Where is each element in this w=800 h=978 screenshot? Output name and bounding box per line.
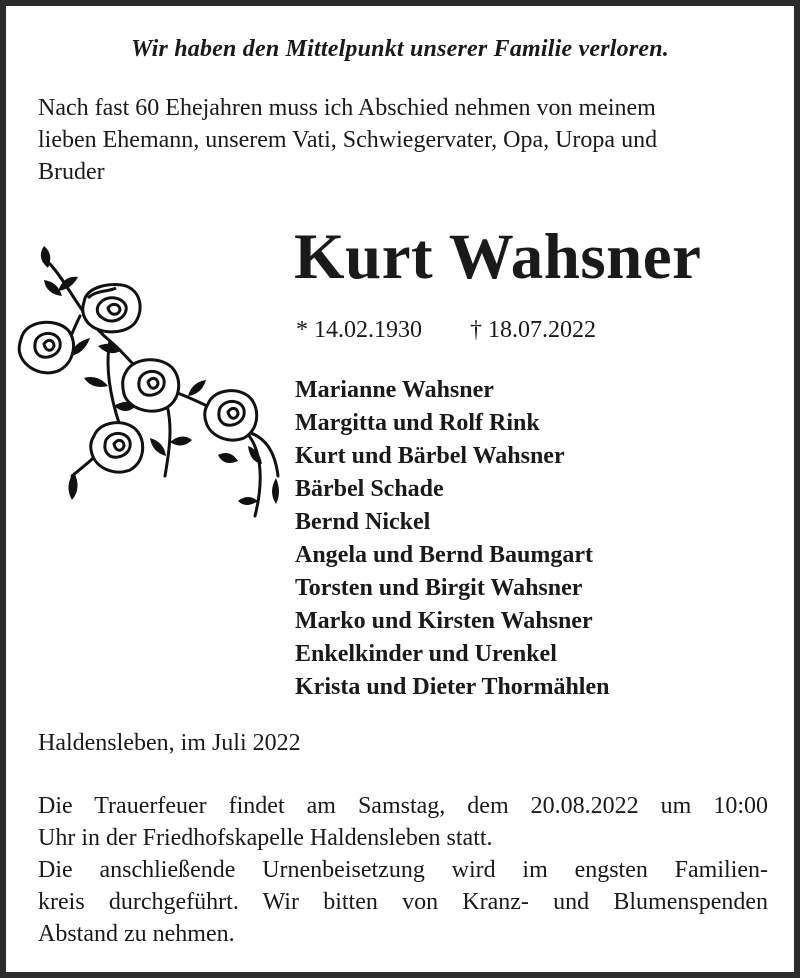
details-line: kreis durchgeführt. Wir bitten von Kranz- und Blumenspenden: [38, 889, 768, 915]
mourner-name: Torsten und Birgit Wahsner: [295, 575, 583, 601]
death-date: † 18.07.2022: [470, 317, 596, 343]
headline: Wir haben den Mittelpunkt unserer Familie verloren.: [130, 36, 670, 62]
mourners-list: [295, 374, 609, 704]
intro-line: Bruder: [38, 159, 105, 185]
intro-line: Nach fast 60 Ehejahren muss ich Abschied nehmen von meinem: [38, 95, 656, 121]
rose-branch-illustration: [10, 246, 288, 536]
details-line: Die Trauerfeuer findet am Samstag, dem 20.08.2022 um 10:00: [38, 793, 768, 819]
details-line: Die anschließende Urnenbeisetzung wird im engsten Familien-: [38, 857, 768, 883]
mourner-name: Angela und Bernd Baumgart: [295, 542, 594, 568]
deceased-name: Kurt Wahsner: [294, 221, 702, 293]
mourner-name: Krista und Dieter Thormählen: [295, 674, 610, 700]
mourner-name: Marko und Kirsten Wahsner: [295, 608, 593, 634]
mourner-name: Bärbel Schade: [295, 476, 444, 502]
place-and-date: Haldensleben, im Juli 2022: [38, 730, 301, 756]
life-dates: [296, 317, 596, 344]
details-line: Uhr in der Friedhofskapelle Haldensleben statt.: [38, 825, 493, 851]
mourner-name: Bernd Nickel: [295, 509, 431, 535]
mourner-name: Enkelkinder und Urenkel: [295, 641, 557, 667]
intro-line: lieben Ehemann, unserem Vati, Schwiegervater, Opa, Uropa und: [38, 127, 658, 153]
mourner-name: Margitta und Rolf Rink: [295, 410, 540, 436]
mourner-name: Marianne Wahsner: [295, 377, 494, 403]
mourner-name: Kurt und Bärbel Wahsner: [295, 443, 565, 469]
details-line: Abstand zu nehmen.: [38, 921, 235, 947]
intro-text: [38, 92, 768, 188]
birth-date: * 14.02.1930: [296, 317, 422, 343]
funeral-details: [38, 790, 768, 950]
